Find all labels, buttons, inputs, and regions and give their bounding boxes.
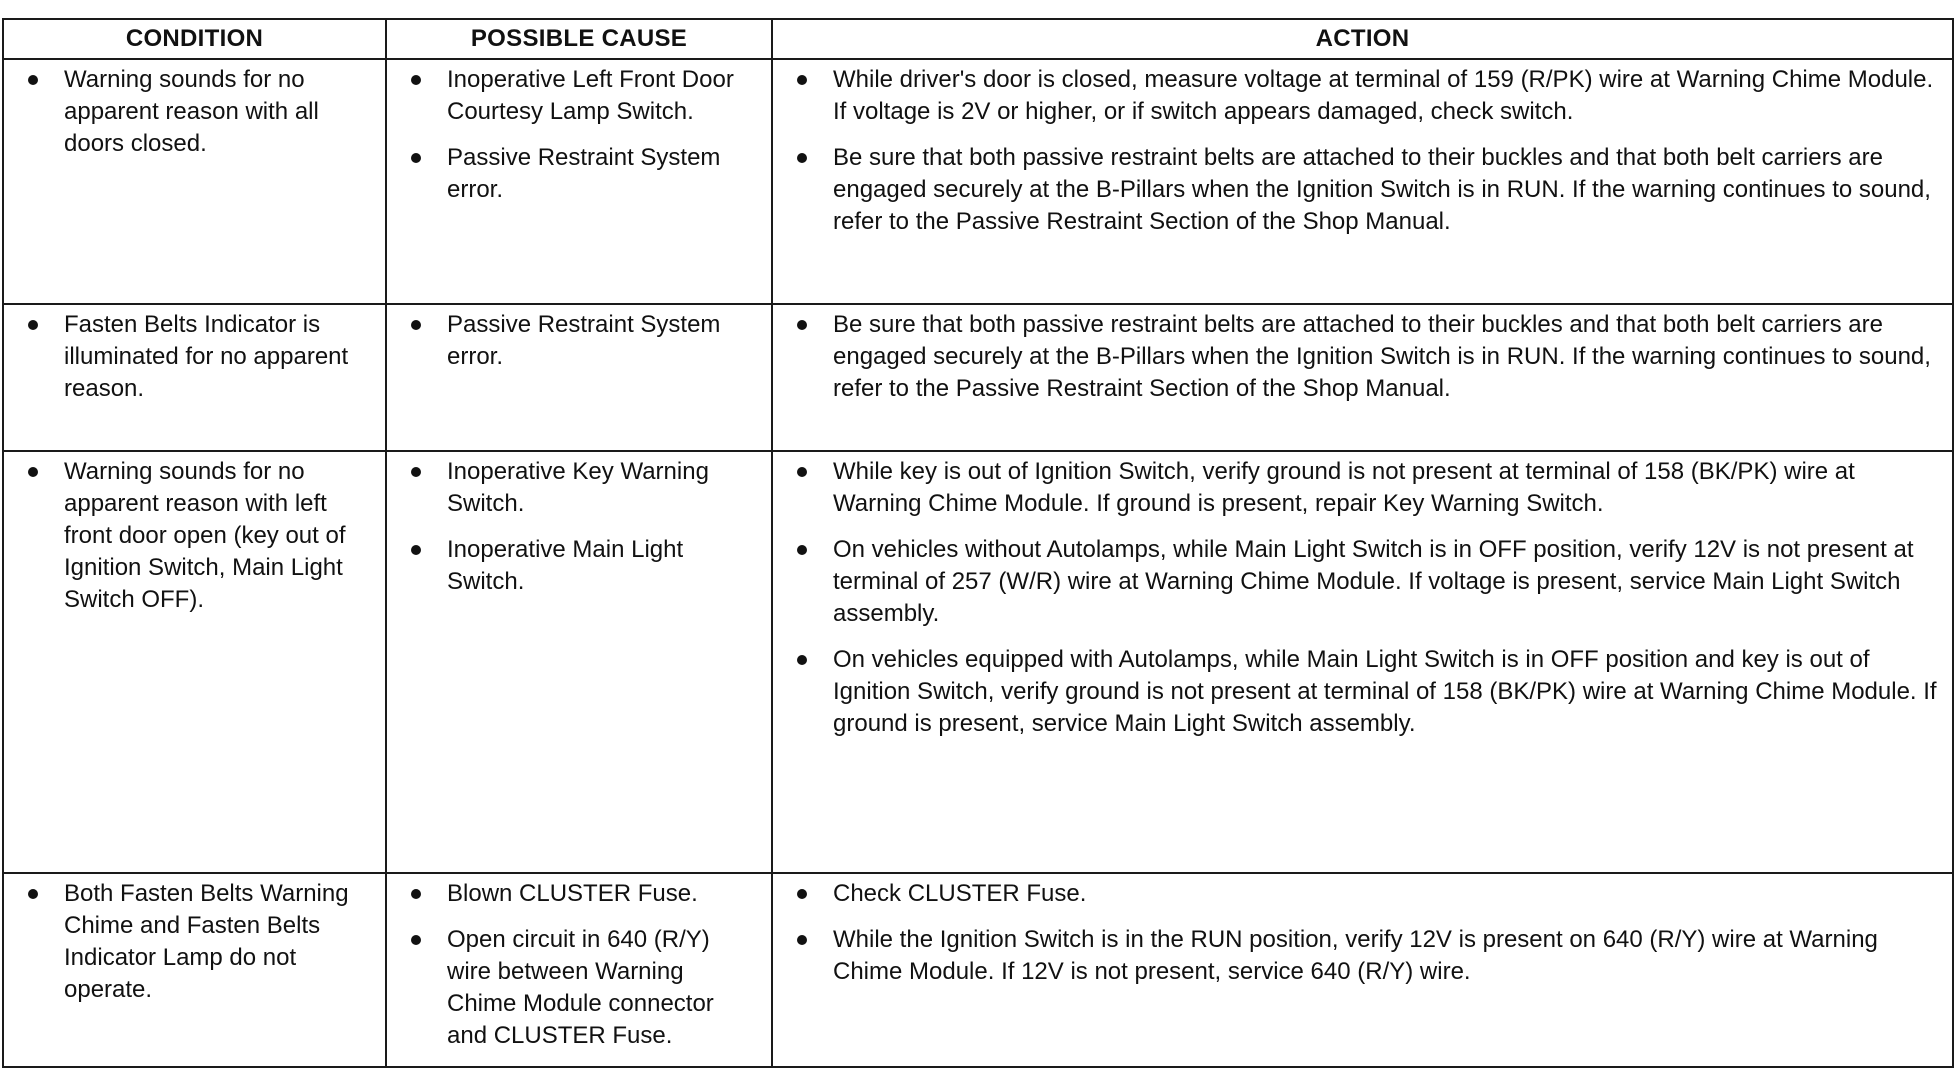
table-row	[3, 59, 1953, 304]
condition-cell	[3, 873, 386, 1067]
bullet-icon	[791, 924, 811, 956]
bullet-icon	[22, 309, 42, 341]
condition-text: Warning sounds for no apparent reason with left front door open (key out of Ignition Switch, Main Light Switch OFF).	[64, 458, 346, 614]
table-row	[3, 451, 1953, 873]
bullet-icon	[791, 644, 811, 676]
bullet-icon	[791, 64, 811, 96]
list-item	[22, 309, 373, 405]
bullet-icon	[22, 878, 42, 910]
list-item	[22, 878, 373, 1006]
bullet-icon	[405, 924, 425, 956]
bullet-icon	[791, 534, 811, 566]
list-item	[405, 309, 759, 373]
action-cell	[772, 59, 1953, 304]
list-item	[22, 456, 373, 616]
action-text: While the Ignition Switch is in the RUN position, verify 12V is present on 640 (R/Y) wire at Warning Chime Module. If 12V is not present, service 640 (R/Y) wire.	[833, 926, 1878, 986]
cause-text: Blown CLUSTER Fuse.	[447, 880, 698, 908]
action-text: While driver's door is closed, measure voltage at terminal of 159 (R/PK) wire at Warning Chime Module. If voltage is 2V or higher, or if switch appears damaged, check switch.	[833, 66, 1934, 125]
condition-text: Warning sounds for no apparent reason with all doors closed.	[64, 66, 319, 157]
condition-cell	[3, 59, 386, 304]
bullet-icon	[791, 142, 811, 174]
action-text: On vehicles equipped with Autolamps, while Main Light Switch is in OFF position and key is out of Ignition Switch, verify ground is not present at terminal of 158 (BK/PK) wire at Warning Chime Module. If ground is present, service Main Light Switch assembly.	[833, 646, 1937, 738]
list-item	[791, 924, 1940, 988]
condition-text: Fasten Belts Indicator is illuminated for no apparent reason.	[64, 311, 349, 403]
list-item	[405, 456, 759, 520]
bullet-icon	[22, 64, 42, 96]
action-text: Be sure that both passive restraint belts are attached to their buckles and that both belt carriers are engaged securely at the B-Pillars when the Ignition Switch is in RUN. If the warning continues to sound, refer to the Passive Restraint Section of the Shop Manual.	[833, 311, 1931, 403]
action-cell	[772, 873, 1953, 1067]
list-item	[405, 924, 759, 1052]
bullet-icon	[22, 456, 42, 488]
list-item	[405, 534, 759, 598]
list-item	[791, 878, 1940, 910]
cause-cell	[386, 451, 772, 873]
action-text: Be sure that both passive restraint belts are attached to their buckles and that both belt carriers are engaged securely at the B-Pillars when the Ignition Switch is in RUN. If the warning continues to sound, refer to the Passive Restraint Section of the Shop Manual.	[833, 144, 1931, 235]
cause-text: Inoperative Left Front Door Courtesy Lamp Switch.	[447, 66, 734, 125]
action-text: While key is out of Ignition Switch, verify ground is not present at terminal of 158 (BK/PK) wire at Warning Chime Module. If ground is present, repair Key Warning Switch.	[833, 458, 1855, 518]
condition-cell	[3, 304, 386, 451]
table-row	[3, 304, 1953, 451]
cause-text: Passive Restraint System error.	[447, 311, 721, 371]
table-row	[3, 873, 1953, 1067]
list-item	[405, 142, 759, 206]
list-item	[405, 64, 759, 128]
list-item	[791, 142, 1940, 238]
cause-text: Passive Restraint System error.	[447, 144, 721, 203]
cause-cell	[386, 873, 772, 1067]
cause-text: Inoperative Main Light Switch.	[447, 536, 684, 596]
bullet-icon	[405, 64, 425, 96]
bullet-icon	[405, 142, 425, 174]
list-item	[791, 309, 1940, 405]
cause-text: Inoperative Key Warning Switch.	[447, 458, 709, 518]
bullet-icon	[405, 878, 425, 910]
list-item	[22, 64, 373, 160]
bullet-icon	[405, 456, 425, 488]
list-item	[791, 456, 1940, 520]
bullet-icon	[405, 309, 425, 341]
cause-cell	[386, 304, 772, 451]
diagnosis-table	[2, 18, 1954, 1068]
bullet-icon	[791, 456, 811, 488]
bullet-icon	[405, 534, 425, 566]
header-action: ACTION	[772, 19, 1953, 59]
bullet-icon	[791, 878, 811, 910]
table-header-row	[3, 19, 1953, 59]
header-condition: CONDITION	[3, 19, 386, 59]
action-text: On vehicles without Autolamps, while Main Light Switch is in OFF position, verify 12V is not present at terminal of 257 (W/R) wire at Warning Chime Module. If voltage is present, service Main Light Switch assembly.	[833, 536, 1914, 628]
condition-cell	[3, 451, 386, 873]
list-item	[405, 878, 759, 910]
cause-text: Open circuit in 640 (R/Y) wire between Warning Chime Module connector and CLUSTER Fuse.	[447, 926, 714, 1050]
action-cell	[772, 451, 1953, 873]
bullet-icon	[791, 309, 811, 341]
cause-cell	[386, 59, 772, 304]
list-item	[791, 64, 1940, 128]
list-item	[791, 644, 1940, 740]
action-text: Check CLUSTER Fuse.	[833, 880, 1087, 908]
condition-text: Both Fasten Belts Warning Chime and Fasten Belts Indicator Lamp do not operate.	[64, 880, 349, 1004]
action-cell	[772, 304, 1953, 451]
list-item	[791, 534, 1940, 630]
header-possible-cause: POSSIBLE CAUSE	[386, 19, 772, 59]
